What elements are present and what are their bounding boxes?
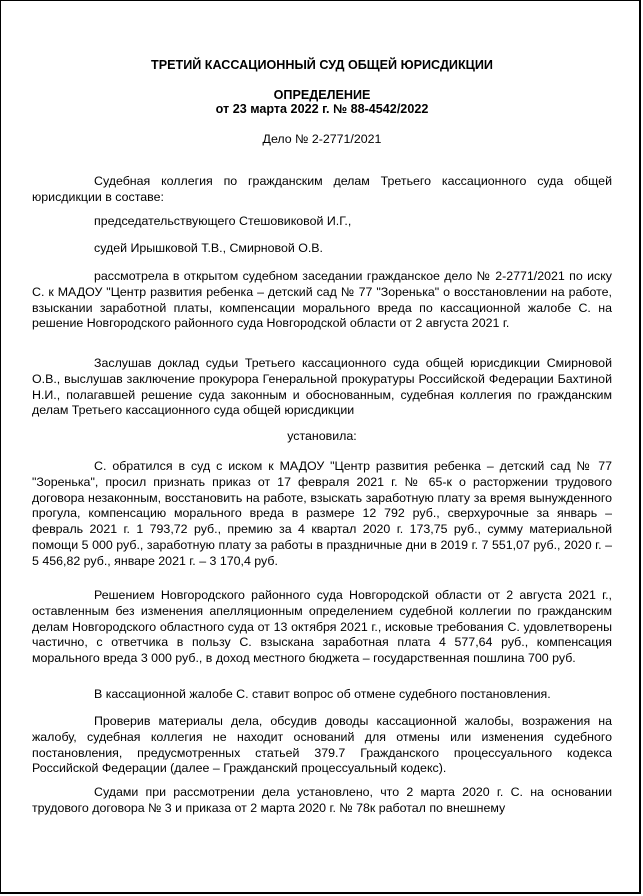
paragraph-judges: судей Ирышковой Т.В., Смирновой О.В. (94, 241, 323, 255)
paragraph-cassation-appeal: В кассационной жалобе С. ставит вопрос об отмене судебного постановления. (94, 687, 551, 701)
court-name: ТРЕТИЙ КАССАЦИОННЫЙ СУД ОБЩЕЙ ЮРИСДИКЦИИ (151, 58, 493, 72)
paragraph-case-considered: рассмотрела в открытом судебном заседании гражданское дело № 2-2771/2021 по иску С. к МАДОУ "Центр развития ребенка – детский сад № 77 "Зоренька" о восстановлении на работе, взыскании заработной платы, компенсации морального вреда по кассационной жалобе С. на решение Новгородского районного суда Новгородской области от 2 августа 2021 г. (32, 269, 612, 331)
paragraph-report-heard: Заслушав доклад судьи Третьего кассационного суда общей юрисдикции Смирновой О.В., выслушав заключение прокурора Генеральной прокуратуры Российской Федерации Бахтиной Н.И., полагавшей решение суда законным и обоснованным, судебная коллегия по гражданским делам Третьего кассационного суда общей юрисдикции (32, 356, 612, 418)
established-heading: установила: (287, 429, 357, 443)
case-number: Дело № 2-2771/2021 (262, 132, 382, 146)
document-title: ОПРЕДЕЛЕНИЕ (273, 88, 371, 102)
paragraph-review: Проверив материалы дела, обсудив доводы кассационной жалобы, возражения на жалобу, судебная коллегия не находит оснований для отмены или изменения судебного постановления, предусмотренных статьей 379.7 Гражданского процессуального кодекса Российской Федерации (далее – Гражданский процессуальный кодекс). (32, 714, 612, 776)
paragraph-composition: Судебная коллегия по гражданским делам Третьего кассационного суда общей юрисдикции в составе: (32, 174, 612, 204)
document-subtitle: от 23 марта 2022 г. № 88-4542/2022 (215, 102, 429, 116)
paragraph-claim: С. обратился в суд с иском к МАДОУ "Центр развития ребенка – детский сад № 77 "Зоренька", просил признать приказ от 17 февраля 2021 г. № 65-к о расторжении трудового договора незаконным, восстановить на работе, взыскать заработную плату за время вынужденного прогула, компенсацию морального вреда в размере 12 792 руб., сверхурочные за январь – февраль 2021 г. 1 793,72 руб., премию за 4 квартал 2020 г. 173,75 руб., сумму материальной помощи 5 000 руб., заработную плату за работы в праздничные дни в 2019 г. 7 551,07 руб., 2020 г. – 5 456,82 руб., январе 2021 г. – 3 170,4 руб. (32, 459, 612, 568)
paragraph-facts: Судами при рассмотрении дела установлено, что 2 марта 2020 г. С. на основании трудового договора № 3 и приказа от 2 марта 2020 г. № 78к работал по внешнему (32, 785, 612, 815)
paragraph-lower-court-decision: Решением Новгородского районного суда Новгородской области от 2 августа 2021 г., оставленным без изменения апелляционным определением судебной коллегии по гражданским делам Новгородского областного суда от 13 октября 2021 г., исковые требования С. удовлетворены частично, с ответчика в пользу С. взыскана заработная плата 4 577,64 руб., компенсация морального вреда 3 000 руб., в доход местного бюджета – государственная пошлина 700 руб. (32, 588, 612, 666)
paragraph-presiding-judge: председательствующего Стешовиковой И.Г., (94, 214, 352, 228)
